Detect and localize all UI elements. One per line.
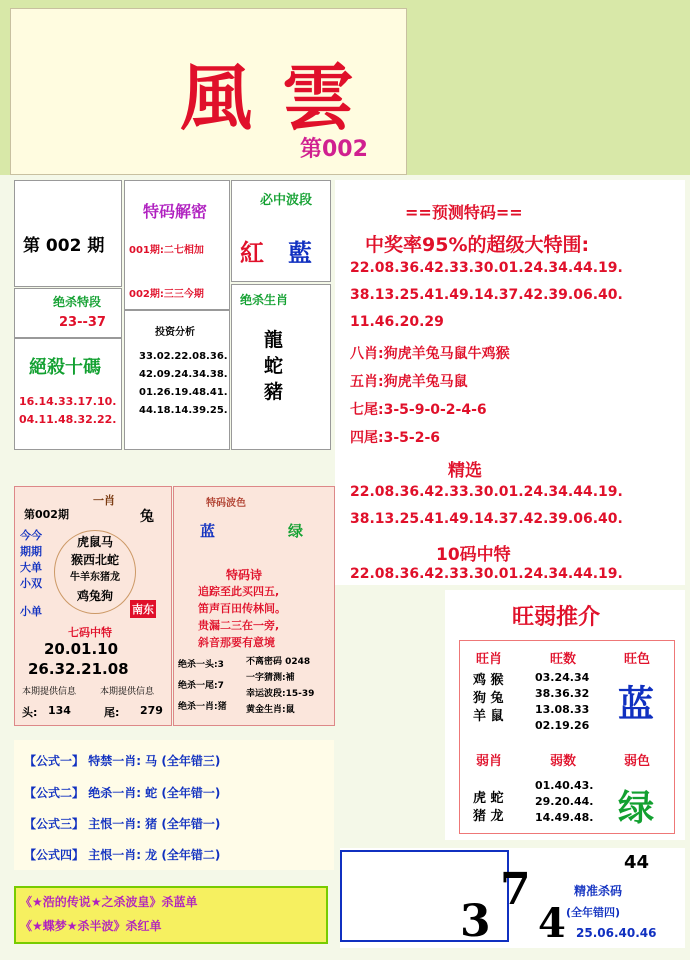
ring-bot: 鸡兔狗 — [76, 589, 113, 603]
header-title: 風雲 — [180, 55, 385, 140]
ruo-shu-row: 29.20.44. — [535, 795, 594, 808]
panel-zodiac-kill — [231, 284, 331, 450]
issue-number: 第 002 期 — [23, 236, 105, 256]
formula-text: 主恨一肖: 龙 (全年错二) — [88, 848, 221, 862]
yixiao-label: 一肖 — [93, 494, 115, 507]
analysis-title: 投资分析 — [155, 327, 195, 338]
wang-shu-row: 03.24.34 — [535, 671, 590, 684]
select-title: 精选 — [448, 461, 482, 481]
poem-line: 笛声百田传林间。 — [198, 602, 286, 615]
ten-code-title: 10码中特 — [436, 545, 511, 565]
xiao-dan: 小单 — [20, 605, 42, 618]
kill-sub: (全年错四) — [566, 906, 621, 919]
zodiac-issue: 第002期 — [24, 508, 69, 521]
ruo-shu-row: 14.49.48. — [535, 811, 594, 824]
ten-title: 絕殺十碼 — [29, 357, 101, 378]
ring-mid2: 牛羊东猪龙 — [70, 572, 120, 583]
ten-line2: 04.11.48.32.22. — [19, 413, 117, 426]
kill-digit: 4 — [538, 900, 566, 947]
rabbit-label: 兔 — [140, 509, 154, 525]
head-value: 134 — [48, 704, 71, 717]
formula-row — [24, 752, 220, 769]
bot-right-row: 黄金生肖:鼠 — [246, 705, 295, 715]
kill-nums: 25.06.40.46 — [576, 926, 657, 940]
poem-title: 特码诗 — [226, 568, 263, 582]
predict-four-tail: 四尾:3-5-2-6 — [350, 430, 440, 446]
analysis-row: 44.18.14.39.25. — [139, 405, 228, 416]
ruo-se: 绿 — [618, 788, 655, 829]
bot-left-row: 绝杀一肖:猪 — [178, 702, 227, 712]
wang-xiao-row: 鸡 猴 — [473, 673, 504, 688]
analysis-row: 01.26.19.48.41. — [139, 387, 228, 398]
tail-label: 尾: — [104, 706, 120, 719]
h-ruo-shu: 弱数 — [550, 754, 577, 769]
predict-seven-tail: 七尾:3-5-9-0-2-4-6 — [350, 402, 487, 418]
formula-text: 主恨一肖: 猪 (全年错一) — [88, 817, 221, 831]
bot-right-row: 一字猜测:補 — [246, 673, 295, 683]
wang-shu-list — [535, 670, 589, 734]
panel-wave — [231, 180, 331, 282]
left-word: 期期 — [20, 545, 42, 558]
ring-top: 虎鼠马 — [76, 535, 113, 549]
kill-digit: 3 — [460, 896, 491, 947]
formula-text: 特禁一肖: 马 (全年错三) — [88, 754, 221, 768]
kill-digit: 44 — [624, 852, 650, 873]
poem-line: 斜音那要有意境 — [198, 636, 275, 649]
poem-lv: 绿 — [288, 522, 304, 540]
kill-digit: 7 — [500, 864, 531, 915]
decode-line2: 002期:三三今期 — [129, 289, 204, 300]
wave-red: 紅 — [240, 238, 264, 267]
kill-label: 精准杀码 — [574, 884, 623, 898]
predict-title: ==预测特码== — [405, 203, 523, 222]
predict-nums2: 38.13.25.41.49.14.37.42.39.06.40. — [350, 287, 623, 303]
formula-row — [24, 815, 220, 832]
decode-title: 特码解密 — [143, 202, 208, 221]
sha-title: 绝杀特段 — [53, 295, 102, 309]
h-wang-se: 旺色 — [624, 652, 651, 667]
seven-nums2: 26.32.21.08 — [28, 660, 129, 678]
select-nums1: 22.08.36.42.33.30.01.24.34.44.19. — [350, 484, 623, 500]
left-word: 小双 — [20, 577, 42, 590]
formula-row — [24, 784, 220, 801]
wang-shu-row: 02.19.26 — [535, 719, 590, 732]
bot-right-row: 不离密码 0248 — [246, 657, 311, 667]
ring-mid: 猴西北蛇 — [70, 553, 119, 567]
select-nums2: 38.13.25.41.49.14.37.42.39.06.40. — [350, 511, 623, 527]
sha-range: 23--37 — [59, 315, 106, 330]
wave-title: 必中波段 — [260, 193, 313, 208]
issue-badge: 第002 — [300, 137, 368, 162]
zodiac-kill-title: 绝杀生肖 — [240, 293, 289, 307]
bot-left-row: 绝杀一尾:7 — [178, 681, 224, 691]
poem-line: 追踪至此买四五, — [198, 585, 280, 598]
wang-se: 蓝 — [618, 684, 655, 725]
h-ruo-se: 弱色 — [624, 754, 651, 769]
nan-badge: 南东 — [130, 600, 156, 618]
h-ruo-xiao: 弱肖 — [476, 754, 503, 769]
ruo-xiao-row: 猪 龙 — [473, 809, 504, 824]
formula-tag: 【公式三】 — [24, 817, 85, 831]
wang-shu-row: 13.08.33 — [535, 703, 590, 716]
formula-text: 绝杀一肖: 蛇 (全年错一) — [88, 786, 221, 800]
formula-tag: 【公式四】 — [24, 848, 85, 862]
info-left: 本期提供信息 — [22, 687, 77, 697]
formula-tag: 【公式一】 — [24, 754, 85, 768]
poem-lan: 蓝 — [200, 522, 216, 540]
zodiac-kill-names: 龍蛇豬 — [264, 329, 284, 403]
bottom-line1: 《★浩的传说★之杀波皇》杀蓝单 — [20, 895, 198, 909]
seven-title: 七码中特 — [68, 626, 112, 639]
panel-issue — [14, 180, 122, 287]
poem-header: 特码波色 — [206, 498, 246, 509]
bot-left-row: 绝杀一头:3 — [178, 660, 224, 670]
panel-decode — [124, 180, 230, 310]
ten-code-nums: 22.08.36.42.33.30.01.24.34.44.19. — [350, 566, 623, 582]
bottom-line2: 《★蝶梦★杀半波》杀红单 — [20, 919, 162, 933]
predict-nums1: 22.08.36.42.33.30.01.24.34.44.19. — [350, 260, 623, 276]
predict-nums3: 11.46.20.29 — [350, 314, 444, 330]
info-right: 本期提供信息 — [100, 687, 155, 697]
wang-xiao-row: 羊 鼠 — [473, 709, 504, 724]
analysis-row: 33.02.22.08.36. — [139, 351, 228, 362]
h-wang-shu: 旺数 — [550, 652, 577, 667]
seven-nums1: 20.01.10 — [44, 640, 119, 658]
panel-sha — [14, 288, 122, 338]
analysis-row: 42.09.24.34.38. — [139, 369, 228, 380]
wang-shu-row: 38.36.32 — [535, 687, 590, 700]
ruo-shu-list — [535, 778, 593, 826]
ruo-xiao-list — [473, 790, 504, 826]
decode-line1: 001期:二七相加 — [129, 245, 204, 256]
formula-tag: 【公式二】 — [24, 786, 85, 800]
zodiac-left-words — [20, 528, 42, 592]
recommend-title: 旺弱推介 — [512, 605, 601, 630]
formula-row — [24, 846, 220, 863]
bot-right-row: 幸运波段:15-39 — [246, 689, 315, 699]
wave-blue: 藍 — [288, 238, 312, 267]
left-word: 今今 — [20, 529, 42, 542]
wang-xiao-row: 狗 兔 — [473, 691, 504, 706]
tail-value: 279 — [140, 704, 163, 717]
zodiac-ring — [54, 530, 136, 614]
panel-analysis — [124, 310, 230, 450]
wang-xiao-list — [473, 672, 504, 726]
panel-ten — [14, 338, 122, 450]
poem-line: 贵漏二三在一旁, — [198, 619, 280, 632]
predict-subtitle: 中奖率95%的超级大特围: — [365, 234, 590, 256]
predict-eight: 八肖:狗虎羊兔马鼠牛鸡猴 — [350, 346, 510, 362]
ruo-shu-row: 01.40.43. — [535, 779, 594, 792]
ten-line1: 16.14.33.17.10. — [19, 395, 117, 408]
left-word: 大单 — [20, 561, 42, 574]
predict-five: 五肖:狗虎羊兔马鼠 — [350, 374, 468, 390]
head-label: 头: — [22, 706, 38, 719]
h-wang-xiao: 旺肖 — [476, 652, 503, 667]
ruo-xiao-row: 虎 蛇 — [473, 791, 504, 806]
